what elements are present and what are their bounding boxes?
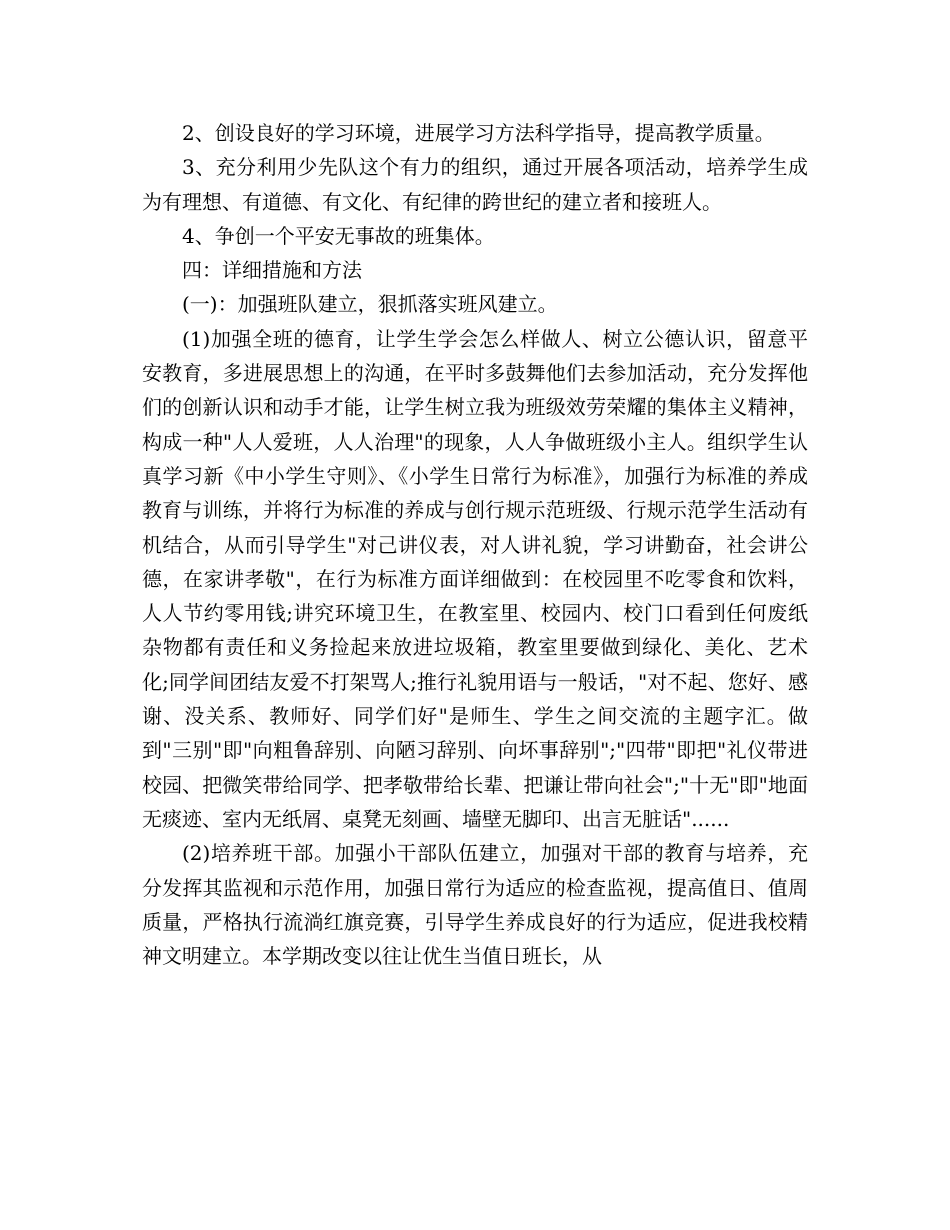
document-body [142, 116, 808, 973]
paragraph-goal-3: 3、充分利用少先队这个有力的组织，通过开展各项活动，培养学生成为有理想、有道德、有文化、有纪律的跨世纪的建立者和接班人。 [142, 155, 808, 214]
subsection-heading-1: (一)：加强班队建立，狠抓落实班风建立。 [182, 292, 558, 317]
section-heading-measures: 四：详细措施和方法 [182, 258, 362, 283]
paragraph-goal-2: 2、创设良好的学习环境，进展学习方法科学指导，提高教学质量。 [182, 121, 775, 145]
paragraph-class-cadres: (2)培养班干部。加强小干部队伍建立，加强对干部的教育与培养，充分发挥其监视和示范作用，加强日常行为适应的检查监视，提高值日、值周质量，严格执行流淌红旗竞赛，引导学生养成良好的行为适应，促进我校精神文明建立。本学期改变以往让优生当值日班长，从 [142, 841, 808, 969]
paragraph-goal-4: 4、争创一个平安无事故的班集体。 [182, 223, 495, 248]
paragraph-moral-education: (1)加强全班的德育，让学生学会怎么样做人、树立公德认识，留意平安教育，多进展思想上的沟通，在平时多鼓舞他们去参加活动，充分发挥他们的创新认识和动手才能，让学生树立我为班级效劳荣耀的集体主义精神，构成一种"人人爱班，人人治理"的现象，人人争做班级小主人。组织学生认真学习新《中小学生守则》、《小学生日常行为标准》，加强行为标准的养成教育与训练，并将行为标准的养成与创行规示范班级、行规示范学生活动有机结合，从而引导学生"对己讲仪表，对人讲礼貌，学习讲勤奋，社会讲公德，在家讲孝敬"，在行为标准方面详细做到：在校园里不吃零食和饮料，人人节约零用钱;讲究环境卫生，在教室里、校园内、校门口看到任何废纸杂物都有责任和义务捡起来放进垃圾箱，教室里要做到绿化、美化、艺术化;同学间团结友爱不打架骂人;推行礼貌用语与一般话，"对不起、您好、感谢、没关系、教师好、同学们好"是师生、学生之间交流的主题字汇。做到"三别"即"向粗鲁辞别、向陋习辞别、向坏事辞别";"四带"即把"礼仪带进校园、把微笑带给同学、把孝敬带给长辈、把谦让带向社会";"十无"即"地面无痰迹、室内无纸屑、桌凳无刻画、墙壁无脚印、出言无脏话"...... [142, 326, 808, 831]
